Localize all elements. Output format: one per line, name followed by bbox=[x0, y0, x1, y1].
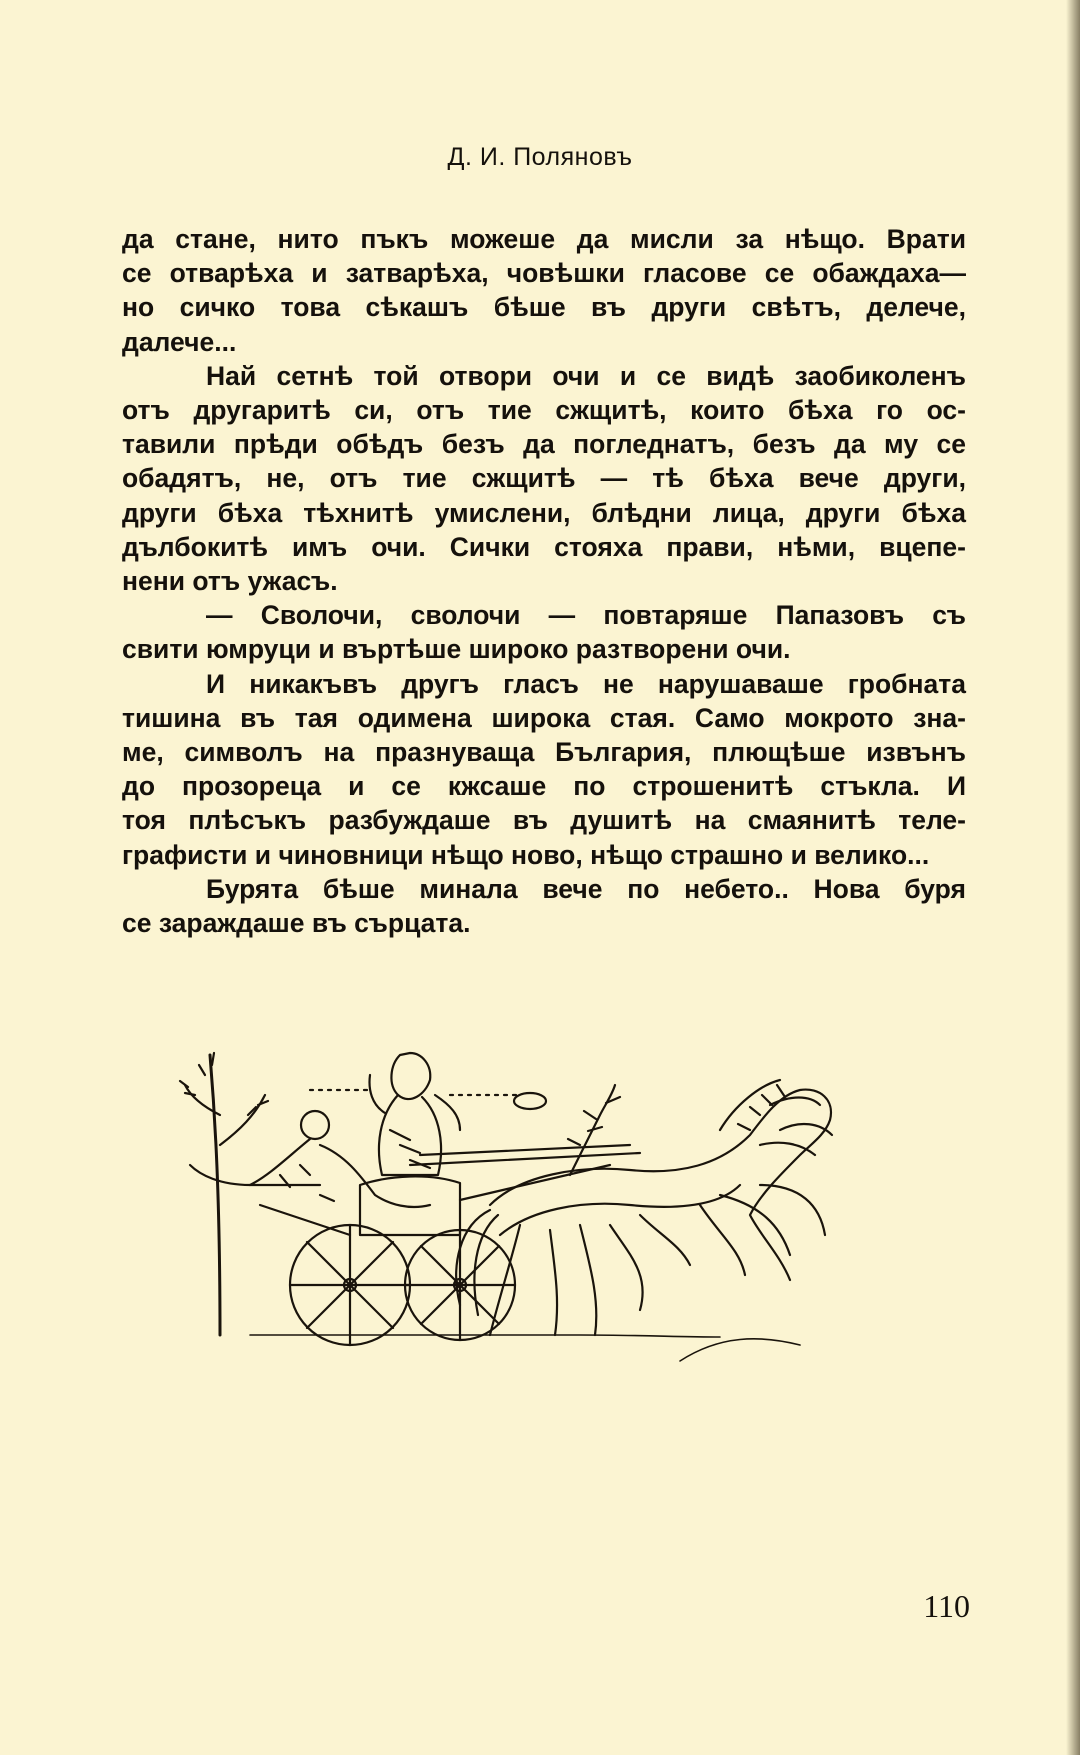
text-line: тоя плѣсъкъ разбуждаше въ душитѣ на смаянитѣ теле- bbox=[122, 805, 966, 836]
text-line: И никакъвъ другъ гласъ не нарушаваше гробната bbox=[206, 668, 966, 699]
text-line: графисти и чиновници нѣщо ново, нѣщо страшно и велико... bbox=[122, 839, 930, 870]
text-line: се зараждаше въ сърцата. bbox=[122, 908, 471, 939]
text-line: но сичко това сѣкашъ бѣше въ други свѣтъ, делече, bbox=[122, 292, 966, 323]
text-line: свити юмруци и въртѣше широко разтворени очи. bbox=[122, 634, 791, 665]
text-line: обадятъ, не, отъ тие сжщитѣ — тѣ бѣха вече други, bbox=[122, 463, 966, 494]
body-text bbox=[122, 222, 966, 940]
text-line: да стане, нито пъкъ можеше да мисли за нѣщо. Врати bbox=[122, 224, 966, 254]
chariot-illustration bbox=[160, 1035, 900, 1395]
text-line: тавили прѣди обѣдъ безъ да погледнатъ, безъ да му се bbox=[122, 429, 966, 460]
text-line: тишина въ тая одимена широка стая. Само мокрото зна- bbox=[122, 702, 966, 733]
text-line: отъ другаритѣ си, отъ тие сжщитѣ, които бѣха го ос- bbox=[122, 395, 966, 426]
text-line: — Сволочи, сволочи — повтаряше Папазовъ съ bbox=[206, 600, 966, 631]
text-line: се отварѣха и затварѣха, човѣшки гласове се обаждаха— bbox=[122, 258, 966, 289]
text-line: до прозореца и се кжсаше по строшенитѣ стъкла. И bbox=[122, 771, 966, 802]
text-line: нени отъ ужасъ. bbox=[122, 566, 338, 597]
text-line: далече... bbox=[122, 326, 237, 357]
text-line: Най сетнѣ той отвори очи и се видѣ заобиколенъ bbox=[206, 360, 966, 391]
text-line: ме, символъ на празнуваща България, плющѣше извънъ bbox=[122, 737, 966, 768]
text-line: Бурята бѣше минала вече по небето.. Нова буря bbox=[206, 873, 966, 904]
page-edge-shadow bbox=[1066, 0, 1080, 1755]
text-line: дълбокитѣ имъ очи. Сички стояха прави, нѣми, вцепе- bbox=[122, 531, 966, 562]
text-line: други бѣха тѣхнитѣ умислени, блѣдни лица, други бѣха bbox=[122, 497, 966, 528]
page-number: 110 bbox=[923, 1588, 970, 1624]
running-header: Д. И. Поляновъ bbox=[447, 143, 633, 171]
